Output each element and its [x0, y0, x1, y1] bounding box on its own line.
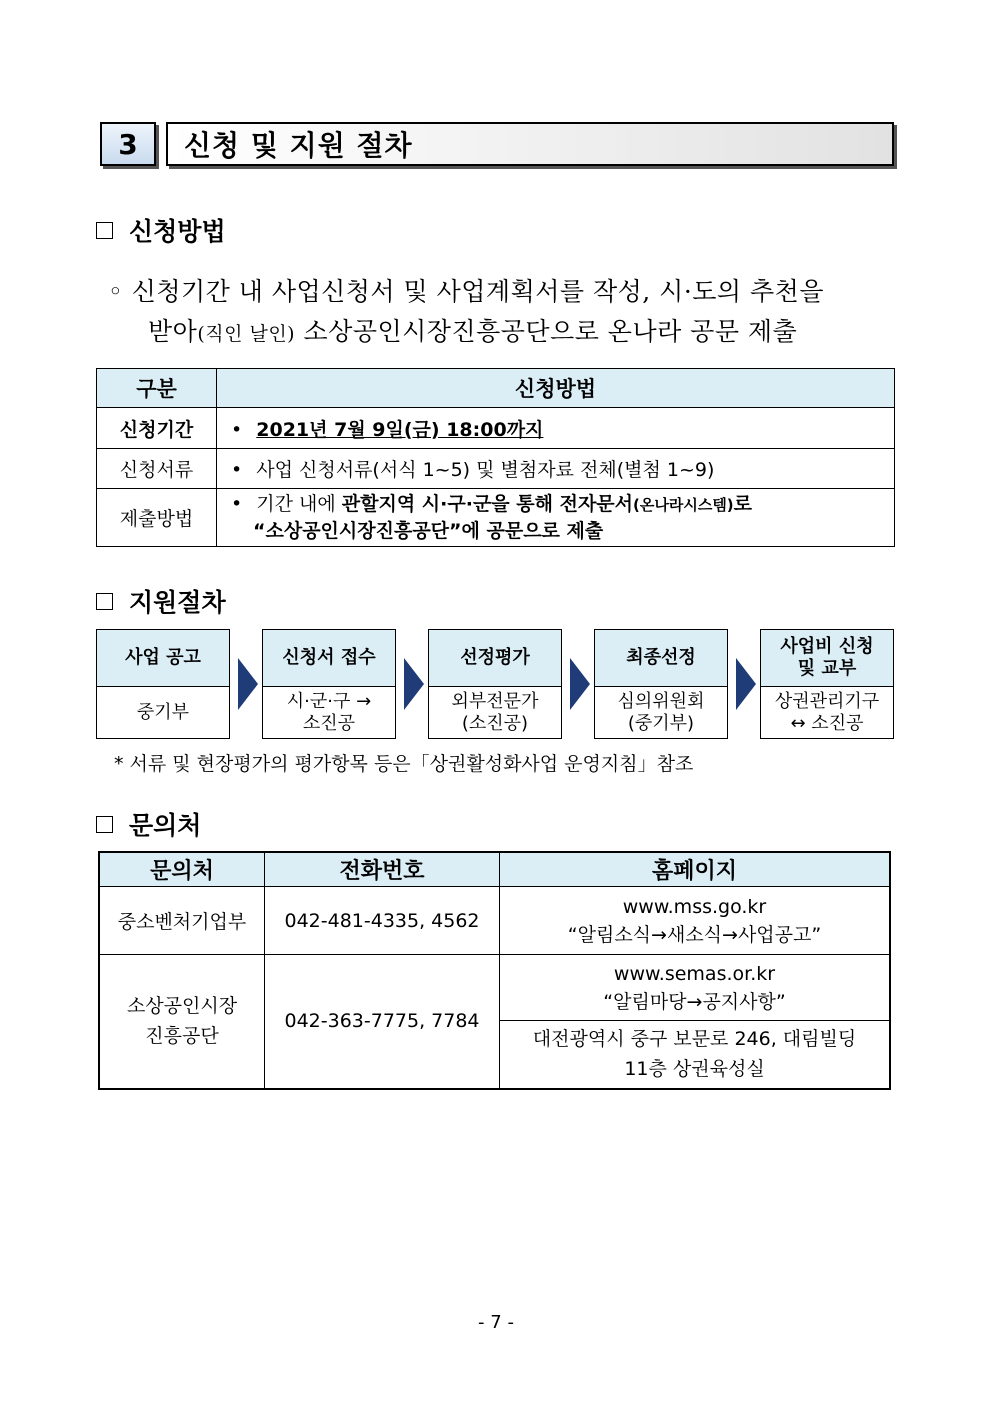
procedure-heading: 지원절차 [96, 583, 226, 619]
flow-arrow-icon [570, 658, 590, 710]
procedure-note: * 서류 및 현장평가의 평가항목 등은「상권활성화사업 운영지침」참조 [114, 753, 694, 775]
apply-paragraph-line1: ◦ 신청기간 내 사업신청서 및 사업계획서를 작성, 시·도의 추천을 [108, 277, 824, 306]
apply-table [96, 368, 895, 547]
table-row: 제출방법 • 기간 내에 관할지역 시·구·군을 통해 전자문서(온나라시스템)로 “소상공인시장진흥공단”에 공문으로 제출 [97, 489, 895, 547]
flow-step-5: 사업비 신청 및 교부 상권관리기구 ↔ 소진공 [760, 629, 894, 739]
page-number: - 7 - [478, 1312, 514, 1333]
contact-table [98, 851, 891, 1090]
table-header: 문의처 [99, 852, 265, 887]
flow-step-2: 신청서 접수 시·군·구 → 소진공 [262, 629, 396, 739]
checkbox-icon [96, 222, 113, 239]
flow-step-4: 최종선정 심의위원회 (중기부) [594, 629, 728, 739]
apply-paragraph-line2: 받아(직인 날인) 소상공인시장진흥공단으로 온나라 공문 제출 [148, 317, 798, 346]
table-row: 신청기간 • 2021년 7월 9일(금) 18:00까지 [97, 408, 895, 449]
table-row: 대전광역시 중구 보문로 246, 대림빌딩 11층 상권육성실 [99, 1021, 890, 1089]
flow-step-3: 선정평가 외부전문가 (소진공) [428, 629, 562, 739]
contact-heading: 문의처 [96, 806, 201, 842]
table-header: 전화번호 [265, 852, 500, 887]
flow-arrow-icon [238, 658, 258, 710]
checkbox-icon [96, 816, 113, 833]
flow-arrow-icon [736, 658, 756, 710]
deadline-text: 2021년 7월 9일(금) 18:00까지 [256, 418, 544, 441]
table-row: 중소벤처기업부 042-481-4335, 4562 www.mss.go.kr “알림소식→새소식→사업공고” [99, 887, 890, 955]
table-row: 소상공인시장 진흥공단 042-363-7775, 7784 www.semas.or.kr “알림마당→공지사항” [99, 955, 890, 1021]
section-title: 신청 및 지원 절차 [166, 122, 894, 166]
table-header: 신청방법 [217, 369, 895, 408]
flow-step-1: 사업 공고 중기부 [96, 629, 230, 739]
table-row: 신청서류 • 사업 신청서류(서식 1~5) 및 별첨자료 전체(별첨 1~9) [97, 449, 895, 489]
apply-heading: 신청방법 [96, 212, 226, 248]
website-link[interactable]: www.mss.go.kr [622, 895, 767, 918]
checkbox-icon [96, 593, 113, 610]
table-header: 구분 [97, 369, 217, 408]
flow-arrow-icon [404, 658, 424, 710]
website-link[interactable]: www.semas.or.kr [613, 962, 776, 985]
section-number: 3 [100, 122, 156, 166]
table-header: 홈페이지 [500, 852, 891, 887]
